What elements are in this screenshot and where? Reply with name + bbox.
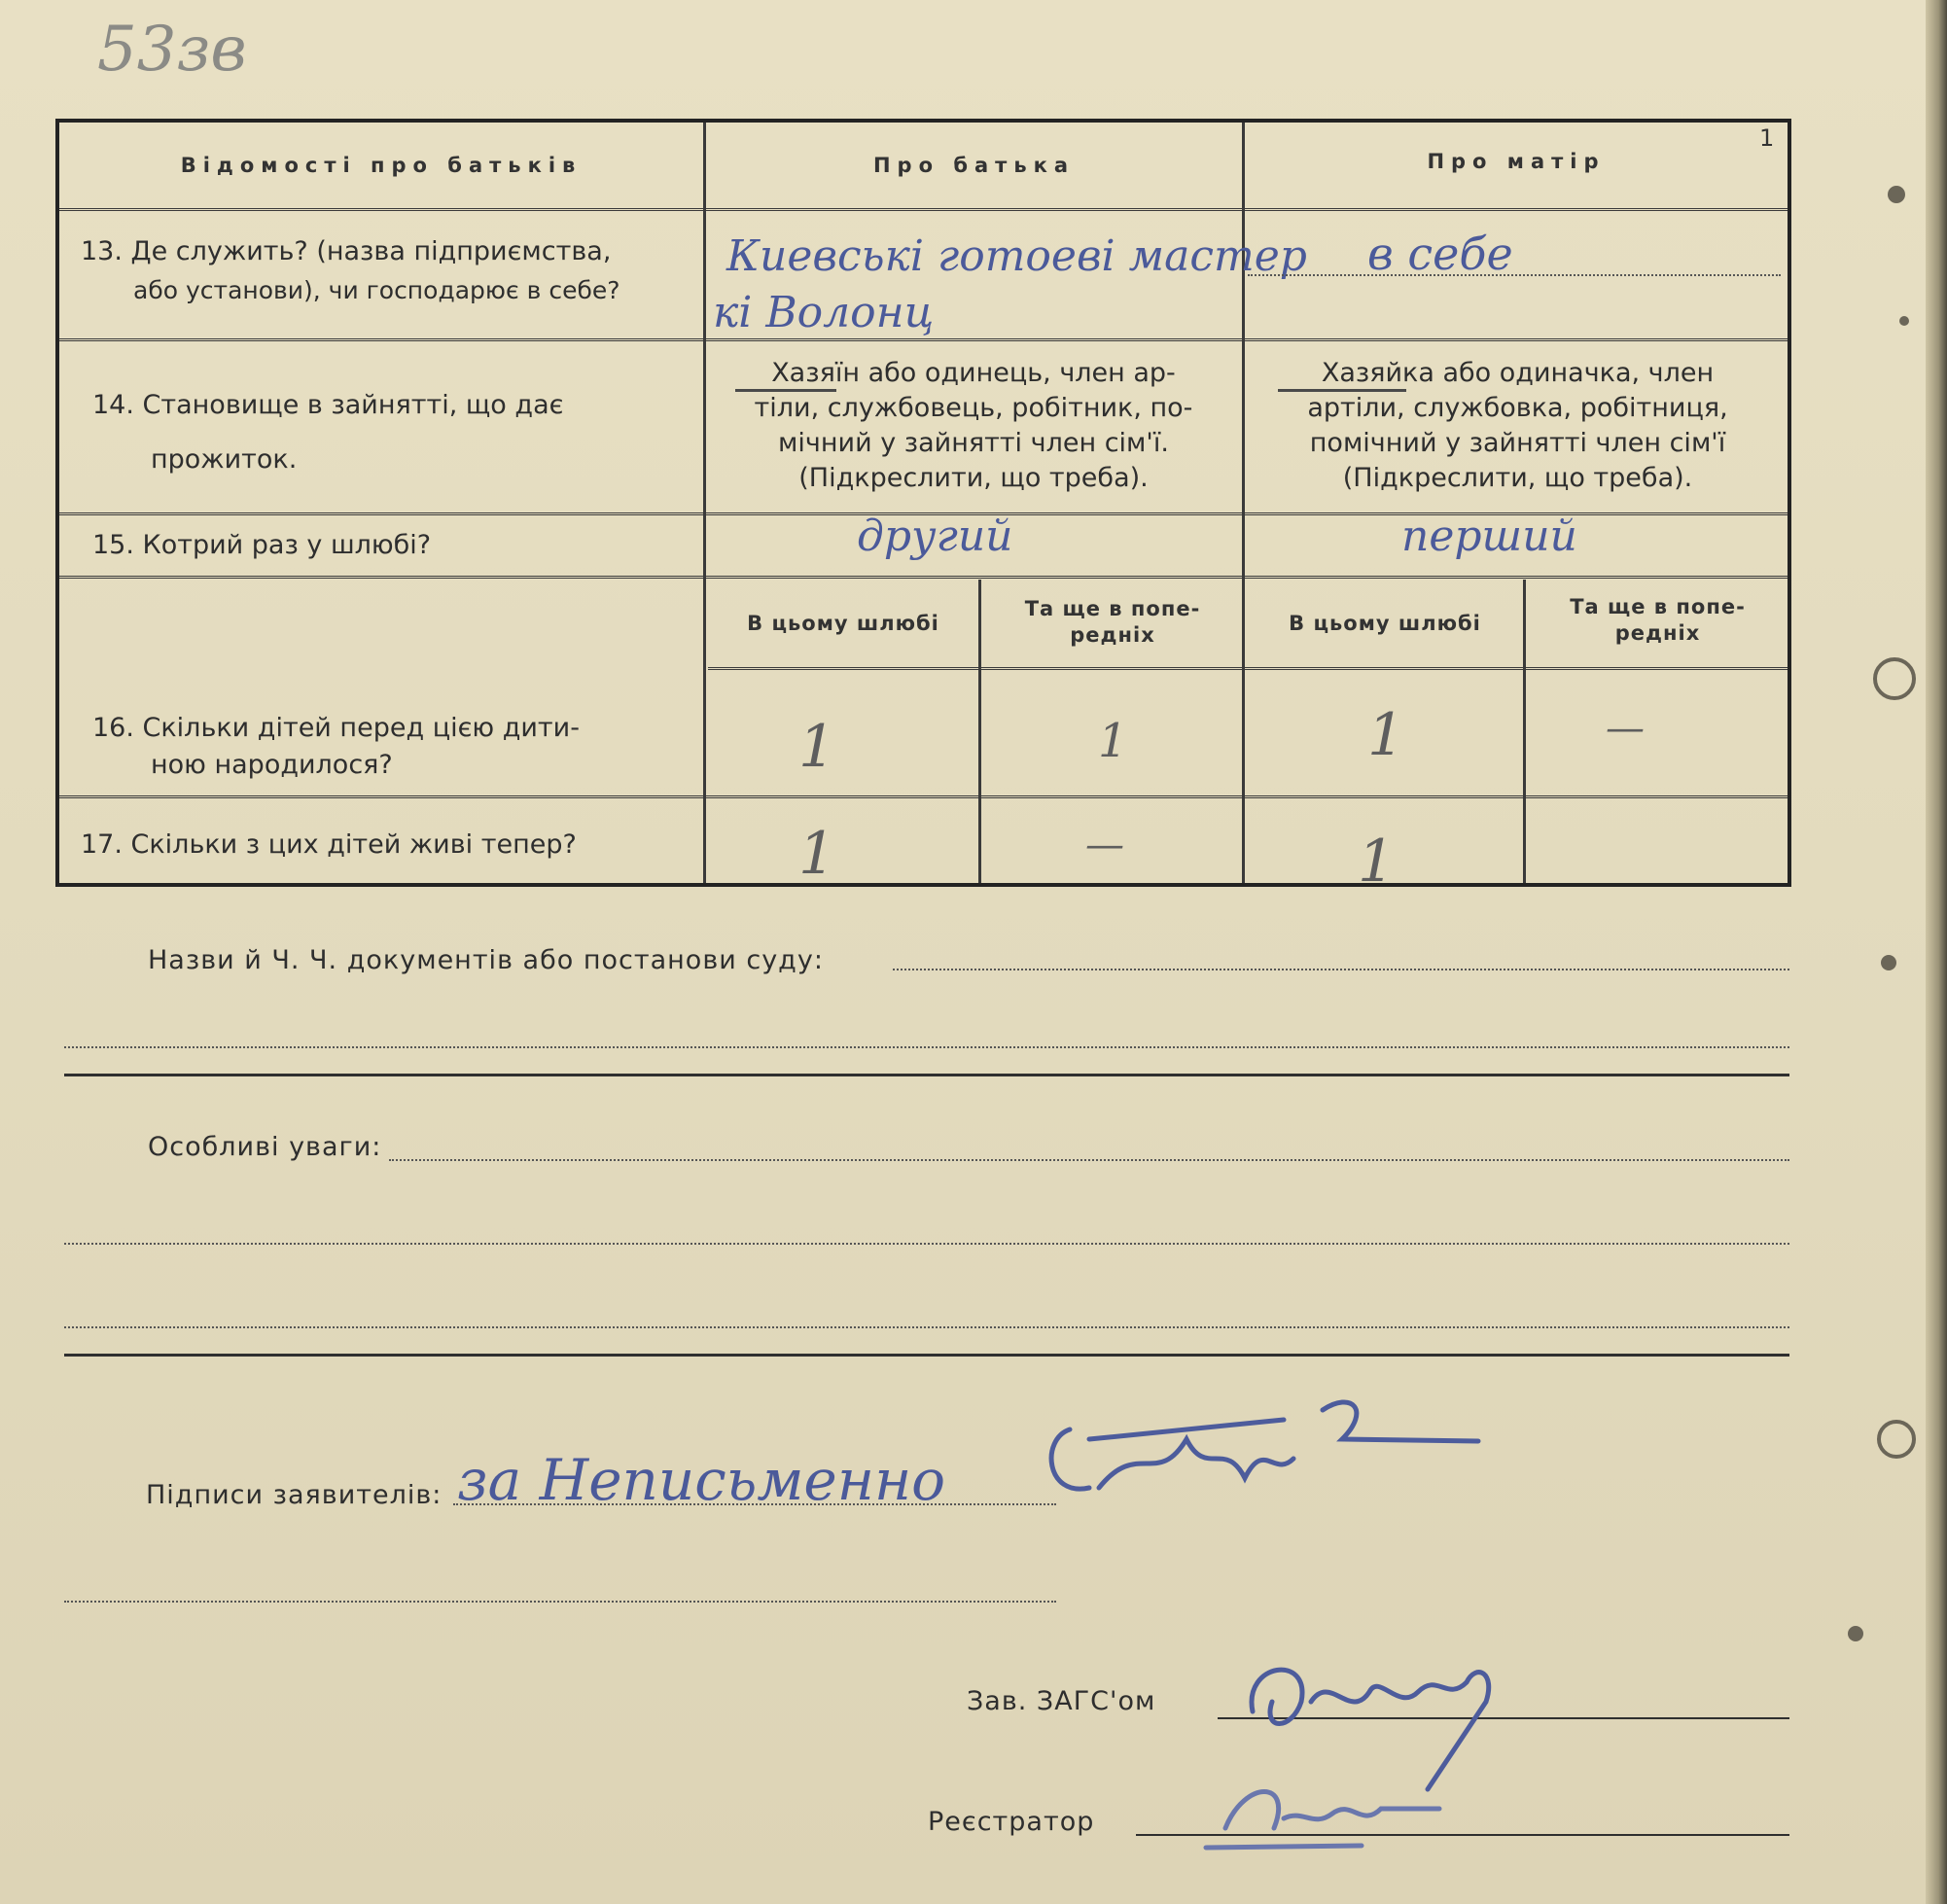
subheader-father-previous-1: Та ще в попе-	[1024, 597, 1201, 620]
col-divider-father-sub	[978, 580, 981, 883]
applicants-signature-handwritten: за Неписьменно	[457, 1447, 946, 1513]
remarks-dotted-line-2	[64, 1243, 1789, 1245]
col-divider-1	[703, 123, 706, 883]
subheader-divider	[708, 667, 1788, 675]
row16-mother-prev-value: —	[1606, 706, 1645, 751]
page-edge-shadow	[1926, 0, 1947, 1904]
row13-label-line2: або установи), чи господарює в себе?	[133, 276, 620, 304]
row14-father-options-3: мічний у зайнятті член сім'ї.	[778, 428, 1169, 458]
row14-mother-options-3: помічний у зайнятті член сім'ї	[1309, 428, 1726, 458]
row15-mother-handwritten: перший	[1401, 511, 1577, 561]
documents-dotted-line-1	[893, 969, 1789, 970]
documents-label: Назви й Ч. Ч. документів або постанови суду:	[148, 945, 824, 975]
row14-label-line1: 14. Становище в зайнятті, що дає	[92, 390, 564, 420]
row13-mother-handwritten: в себе	[1367, 228, 1513, 280]
header-divider	[59, 208, 1788, 216]
row16-label-line1: 16. Скільки дітей перед цією дити-	[92, 713, 580, 743]
header-about-mother: Про матір	[1427, 150, 1606, 173]
row16-divider	[59, 795, 1788, 803]
row16-father-prev-value: 1	[1098, 714, 1128, 768]
row14-mother-options-1: Хазяйка або одиначка, член	[1321, 358, 1715, 388]
row14-father-underline	[735, 389, 836, 392]
row17-father-this-value: 1	[798, 820, 836, 888]
row16-father-this-value: 1	[798, 713, 836, 781]
row15-father-handwritten: другий	[857, 511, 1013, 561]
header-about-father: Про батька	[872, 154, 1076, 177]
subheader-mother-previous-2: редніх	[1614, 621, 1701, 645]
header-info-about-parents: Відомості про батьків	[180, 154, 583, 177]
subheader-father-this-marriage: В цьому шлюбі	[747, 612, 939, 635]
row13-father-handwritten-2: кі Волонц	[713, 288, 935, 337]
binding-holes	[1848, 146, 1926, 1750]
documents-separator	[64, 1074, 1789, 1076]
row17-mother-this-value: 1	[1358, 828, 1396, 896]
applicants-dotted-line-1	[453, 1503, 1056, 1505]
row14-father-options-2: тіли, службовець, робітник, по-	[754, 393, 1193, 423]
remarks-separator	[64, 1354, 1789, 1357]
row13-label-line1: 13. Де служить? (назва підприємства,	[81, 236, 612, 266]
applicants-signatures-label: Підписи заявителів:	[146, 1480, 442, 1510]
subheader-father-previous-2: редніх	[1070, 623, 1155, 647]
row13-father-handwritten-1: Киевські готоеві мастер	[726, 231, 1307, 281]
row15-divider	[59, 576, 1788, 583]
row14-father-options-1: Хазяїн або одинець, член ар-	[771, 358, 1176, 388]
remarks-dotted-line-1	[389, 1159, 1789, 1161]
row14-mother-options-2: артіли, службовка, робітниця,	[1307, 393, 1728, 423]
corner-mark: 1	[1759, 124, 1775, 152]
applicants-dotted-line-2	[64, 1601, 1056, 1603]
registrar-label: Реєстратор	[928, 1807, 1095, 1837]
zags-head-label: Зав. ЗАГС'ом	[967, 1686, 1156, 1716]
registrar-signature-mark	[1206, 1770, 1459, 1857]
subheader-mother-previous-1: Та ще в попе-	[1570, 595, 1746, 618]
row14-label-line2: прожиток.	[151, 444, 298, 475]
remarks-dotted-line-3	[64, 1326, 1789, 1328]
col-divider-mother-sub	[1523, 580, 1526, 883]
applicant-signature-mark	[1031, 1381, 1488, 1507]
row14-father-options-4: (Підкреслити, що треба).	[798, 463, 1149, 493]
row16-label-line2: ною народилося?	[151, 750, 393, 780]
remarks-label: Особливі уваги:	[148, 1132, 382, 1162]
row16-mother-this-value: 1	[1367, 701, 1405, 769]
documents-dotted-line-2	[64, 1046, 1789, 1048]
row17-father-prev-value: —	[1085, 823, 1124, 867]
row14-mother-options-4: (Підкреслити, що треба).	[1342, 463, 1693, 493]
parents-info-table	[55, 119, 1791, 896]
subheader-mother-this-marriage: В цьому шлюбі	[1289, 612, 1481, 635]
folio-number: 53зв	[97, 14, 247, 86]
row15-label: 15. Котрий раз у шлюбі?	[92, 530, 432, 560]
row13-mother-dotted-line	[1248, 274, 1781, 276]
row17-label: 17. Скільки з цих дітей живі тепер?	[81, 829, 577, 860]
zags-head-signature-mark	[1233, 1643, 1525, 1789]
row14-mother-underline	[1278, 389, 1406, 392]
row13-divider	[59, 338, 1788, 346]
